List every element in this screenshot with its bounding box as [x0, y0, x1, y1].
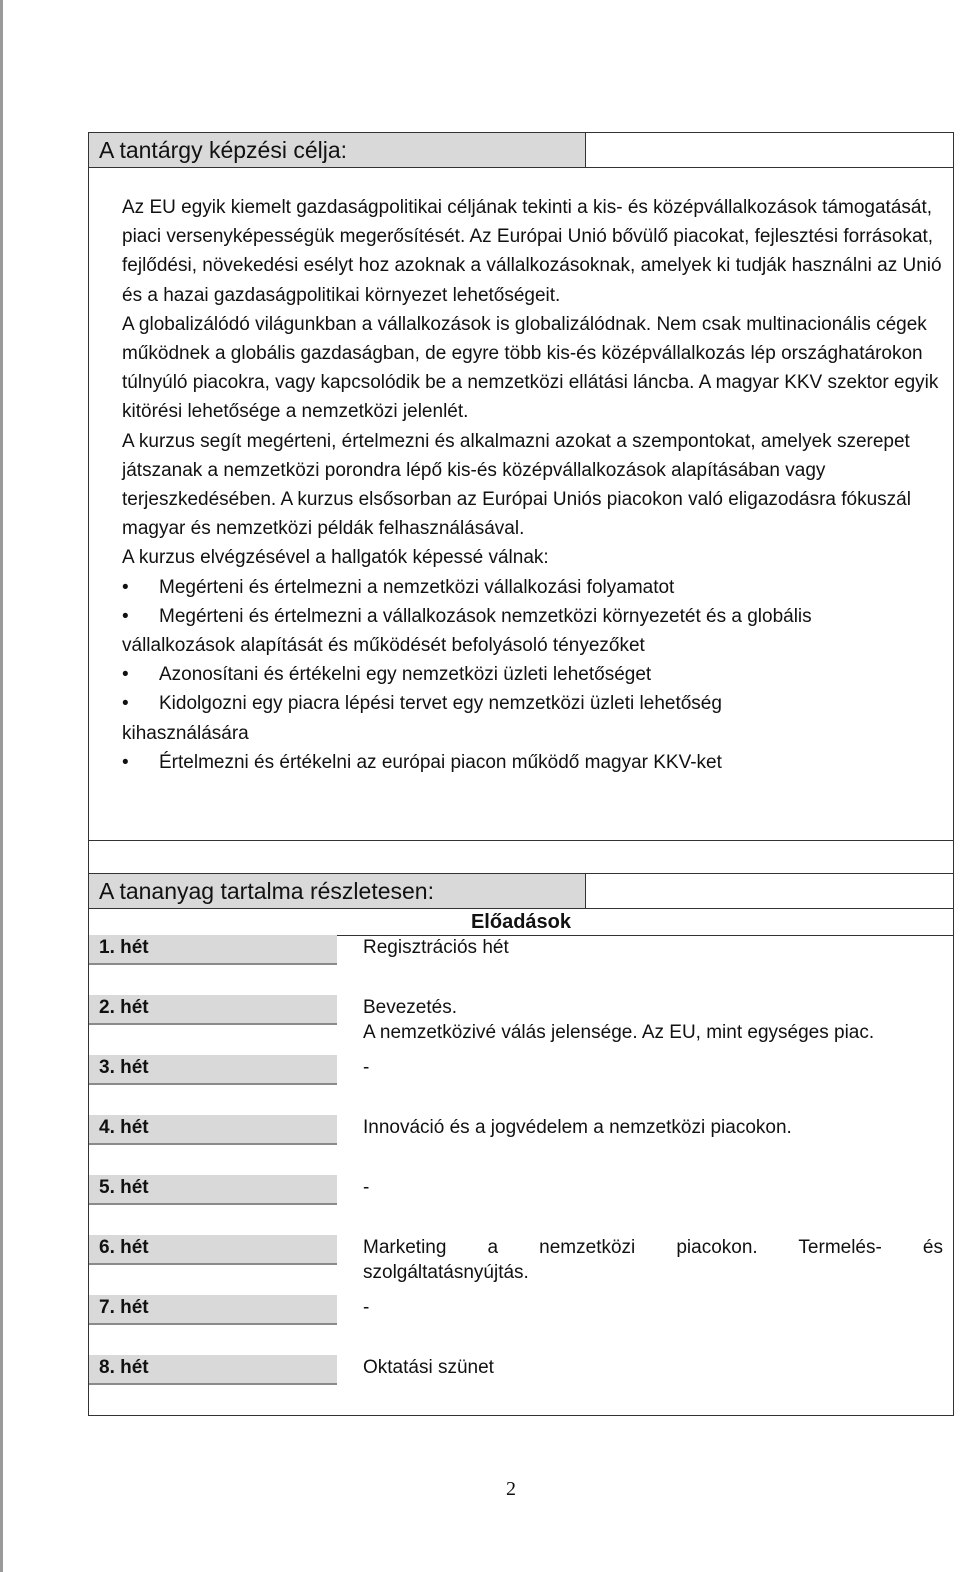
- content-header-row: [88, 873, 954, 909]
- week-topic: [363, 1355, 943, 1380]
- week-row: [89, 1175, 953, 1235]
- lectures-table: [88, 908, 954, 1416]
- topic-line: Marketing a nemzetközi piacokon. Termelés- és: [363, 1237, 943, 1258]
- week-topic: [363, 1175, 943, 1200]
- week-row: [89, 1055, 953, 1115]
- lectures-title: Előadások: [89, 909, 953, 936]
- content-header: A tananyag tartalma részletesen:: [89, 874, 586, 908]
- week-topic: [363, 1235, 943, 1285]
- objective-header: A tantárgy képzési célja:: [89, 133, 586, 167]
- week-topic: [363, 1055, 943, 1080]
- bullet-icon: •: [122, 751, 129, 773]
- bullet-item: [122, 689, 944, 718]
- bullet-icon: •: [122, 576, 129, 598]
- week-topic: [363, 1115, 943, 1140]
- bullet-text: Kidolgozni egy piacra lépési tervet egy nemzetközi üzleti lehetőség: [159, 693, 722, 715]
- bullet-continuation: vállalkozások alapítását és működését befolyásoló tényezőket: [122, 635, 645, 657]
- week-label: 1. hét: [89, 935, 337, 965]
- topic-line: -: [363, 1177, 370, 1198]
- page-number: 2: [506, 1478, 516, 1500]
- week-label: 4. hét: [89, 1115, 337, 1145]
- objective-header-row: [88, 132, 954, 168]
- bullet-icon: •: [122, 605, 129, 627]
- week-label: 2. hét: [89, 995, 337, 1025]
- bullet-continuation: kihasználására: [122, 722, 249, 744]
- week-row: [89, 935, 953, 995]
- week-row: [89, 1355, 953, 1415]
- objective-paragraph: A kurzus elvégzésével a hallgatók képessé válnak:: [122, 547, 549, 569]
- topic-line: Regisztrációs hét: [363, 937, 509, 958]
- bullet-text: Megérteni és értelmezni a vállalkozások nemzetközi környezetét és a globális: [159, 605, 812, 627]
- topic-line: -: [363, 1057, 370, 1078]
- week-label: 7. hét: [89, 1295, 337, 1325]
- topic-line: Bevezetés.: [363, 997, 457, 1018]
- week-label: 6. hét: [89, 1235, 337, 1265]
- week-label: 8. hét: [89, 1355, 337, 1385]
- spacer-row: [88, 840, 954, 874]
- week-topic: [363, 1295, 943, 1320]
- objective-text: [122, 193, 944, 777]
- bullet-text: Azonosítani és értékelni egy nemzetközi üzleti lehetőséget: [159, 664, 652, 686]
- week-row: [89, 1295, 953, 1355]
- topic-line: Innováció és a jogvédelem a nemzetközi piacokon.: [363, 1117, 792, 1138]
- page-edge: [0, 0, 3, 1572]
- topic-line: -: [363, 1297, 370, 1318]
- week-row: [89, 1235, 953, 1295]
- bullet-text: Megérteni és értelmezni a nemzetközi vállalkozási folyamatot: [159, 576, 675, 598]
- bullet-icon: •: [122, 664, 129, 686]
- week-label: 3. hét: [89, 1055, 337, 1085]
- objective-paragraph: A kurzus segít megérteni, értelmezni és alkalmazni azokat a szempontokat, amelyek szerepet játszanak a nemzetközi porondra lépő kis-és középvállalkozások alapításában vagy terjeszkedésében. A kurzus elsősorban az Európai Uniós piacokon való eligazodásra fókuszál magyar és nemzetközi példák felhasználásával.: [122, 430, 911, 540]
- topic-line: A nemzetközivé válás jelensége. Az EU, mint egységes piac.: [363, 1022, 875, 1043]
- bullet-item: [122, 748, 944, 777]
- week-topic: [363, 935, 943, 960]
- week-topic: [363, 995, 943, 1045]
- week-row: [89, 1115, 953, 1175]
- topic-line: Oktatási szünet: [363, 1357, 494, 1378]
- week-label: 5. hét: [89, 1175, 337, 1205]
- topic-line: szolgáltatásnyújtás.: [363, 1262, 529, 1283]
- bullet-item: [122, 602, 944, 631]
- bullet-icon: •: [122, 693, 129, 715]
- week-row: [89, 995, 953, 1055]
- bullet-item: [122, 573, 944, 602]
- bullet-text: Értelmezni és értékelni az európai piacon működő magyar KKV-ket: [159, 751, 722, 773]
- objective-paragraph: A globalizálódó világunkban a vállalkozások is globalizálódnak. Nem csak multinacionális cégek működnek a globális gazdaságban, de egyre több kis-és középvállalkozás lép országhatárokon túlnyúló piacokra, vagy kapcsolódik be a nemzetközi ellátási láncba. A magyar KKV szektor egyik kitörési lehetősége a nemzetközi jelenlét.: [122, 313, 939, 423]
- bullet-item: [122, 660, 944, 689]
- objective-paragraph: Az EU egyik kiemelt gazdaságpolitikai céljának tekinti a kis- és középvállalkozások támogatását, piaci versenyképességük megerősítését. Az Európai Unió bővülő piacokat, fejlesztési forrásokat, fejlődési, növekedési esélyt hoz azoknak a vállalkozásoknak, amelyek ki tudják használni az Unió és a hazai gazdaságpolitikai környezet lehetőségeit.: [122, 197, 942, 306]
